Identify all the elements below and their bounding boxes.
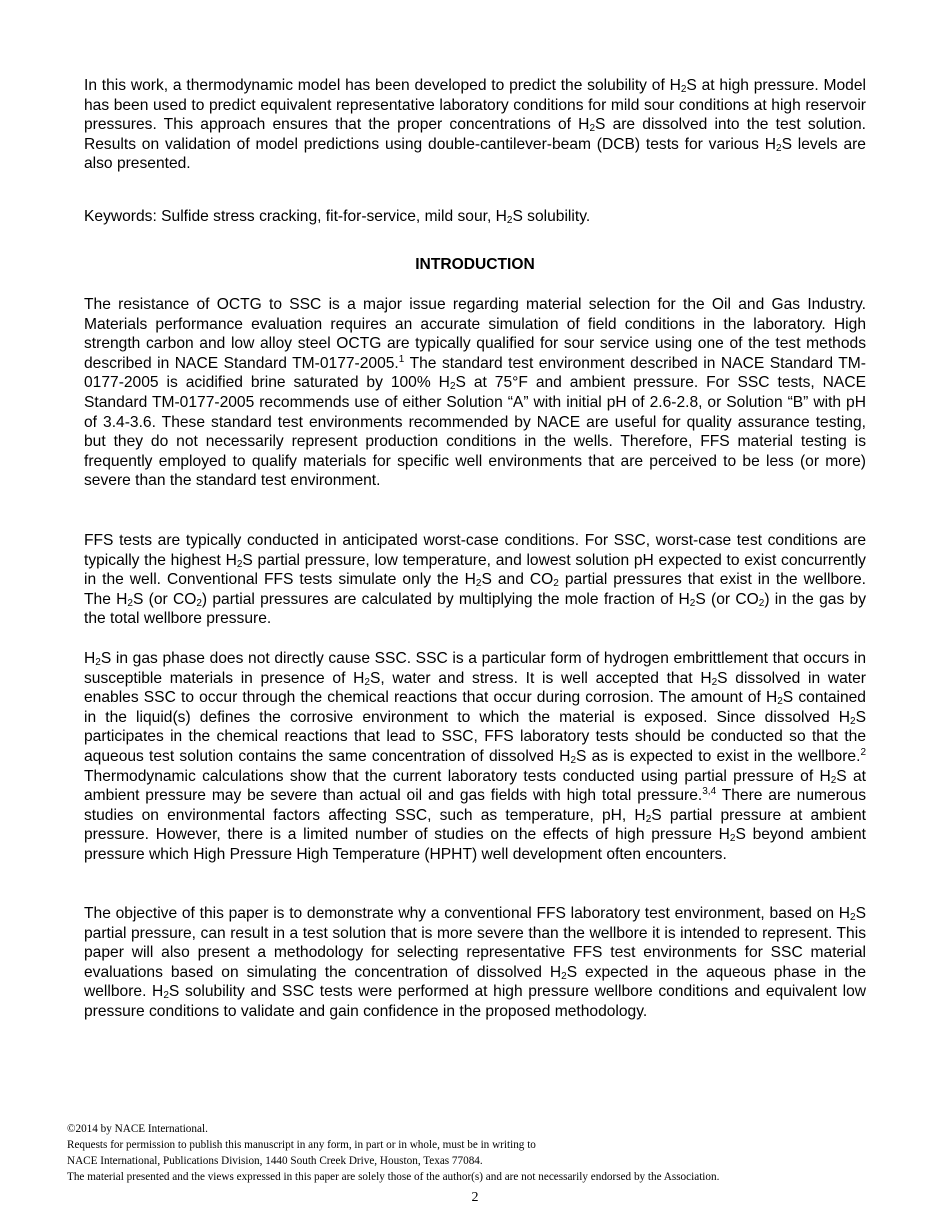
copyright-footer [67,1121,883,1185]
page-number: 2 [471,1190,479,1205]
reference-2: 2 [860,746,866,758]
footer-disclaimer: The material presented and the views expressed in this paper are solely those of the author(s) and are not necessarily endorsed by the Association. [67,1171,720,1183]
footer-copyright: ©2014 by NACE International. [67,1123,208,1135]
reference-3-4: 3,4 [702,786,717,798]
introduction-heading: INTRODUCTION [415,256,535,273]
abstract-paragraph: In this work, a thermodynamic model has been developed to predict the solubility of $H_2S$ at high pressure. Model has been used to predict equivalent representative laboratory conditions for mild sour conditions at high reservoir pressures. This approach ensures that the proper concentrations of $H_2S$ are dissolved into the test solution. Results on validation of model predictions using double-cantilever-beam (DCB) tests for various $H_2S$ levels are also presented. [84,77,866,173]
intro-paragraph-4: The objective of this paper is to demonstrate why a conventional FFS laboratory test environment, based on $H_2S$ partial pressure, can result in a test solution that is more severe than the wellbore it is intended to represent. This paper will also present a methodology for selecting representative FFS test environments for SSC material evaluations based on simulating the concentration of dissolved $H_2S$ expected in the aqueous phase in the wellbore. $H_2S$ solubility and SSC tests were performed at high pressure wellbore conditions and equivalent low pressure conditions to validate and gain confidence in the proposed methodology. [84,905,867,1020]
intro-paragraph-2: FFS tests are typically conducted in anticipated worst-case conditions. For SSC, worst-case test conditions are typically the highest $H_2S$ partial pressure, low temperature, and lowest solution pH expected to exist concurrently in the well. Conventional FFS tests simulate only the $H_2S$ and $CO_2$ partial pressures that exist in the wellbore. The $H_2S$ (or $CO_2$) partial pressures are calculated by multiplying the mole fraction of $H_2S$ (or $CO_2$) in the gas by the total wellbore pressure. [84,532,867,628]
footer-permission: Requests for permission to publish this manuscript in any form, in part or in whole, must be in writing to [67,1139,536,1151]
reference-1: 1 [398,353,405,365]
intro-paragraph-3: $H_2S$ in gas phase does not directly cause SSC. SSC is a particular form of hydrogen embrittlement that occurs in susceptible materials in presence of $H_2S$, water and stress. It is well accepted that $H_2S$ dissolved in water enables SSC to occur through the chemical reactions that occur during corrosion. The amount of $H_2S$ contained in the liquid(s) defines the corrosive environment to which the material is exposed. Since dissolved $H_2S$ participates in the chemical reactions that lead to SSC, FFS laboratory tests should be conducted so that the aqueous test solution contains the same concentration of dissolved $H_2S$ as is expected to exist in the wellbore.$^2$ Thermodynamic calculations show that the current laboratory tests conducted using partial pressure of $H_2S$ at ambient pressure may be severe than actual oil and gas fields with high total pressure.$^{3,4}$ There are numerous studies on environmental factors affecting SSC, such as temperature, pH, $H_2S$ partial pressure at ambient pressure. However, there is a limited number of studies on the effects of high pressure $H_2S$ beyond ambient pressure which High Pressure High Temperature (HPHT) well development often encounters. [84,650,867,863]
footer-address: NACE International, Publications Division, 1440 South Creek Drive, Houston, Texas 77084. [67,1155,483,1167]
intro-paragraph-1: The resistance of OCTG to SSC is a major issue regarding material selection for the Oil and Gas Industry. Materials performance evaluation requires an accurate simulation of field conditions in the laboratory. High strength carbon and low alloy steel OCTG are typically qualified for sour service using one of the test methods described in NACE Standard TM-0177-2005.$^1$ The standard test environment described in NACE Standard TM-0177-2005 is acidified brine saturated by 100% $H_2S$ at 75°F and ambient pressure. For SSC tests, NACE Standard TM-0177-2005 recommends use of either Solution “A” with initial pH of 2.6-2.8, or Solution “B” with pH of 3.4-3.6. These standard test environments recommended by NACE are useful for quality assurance testing, but they do not necessarily represent production conditions in the wells. Therefore, FFS material testing is frequently employed to qualify materials for specific well environments that are perceived to be less (or more) severe than the standard test environment. [84,296,866,490]
keywords-line: Keywords: Sulfide stress cracking, fit-for-service, mild sour, $H_2S$ solubility. [84,208,591,226]
